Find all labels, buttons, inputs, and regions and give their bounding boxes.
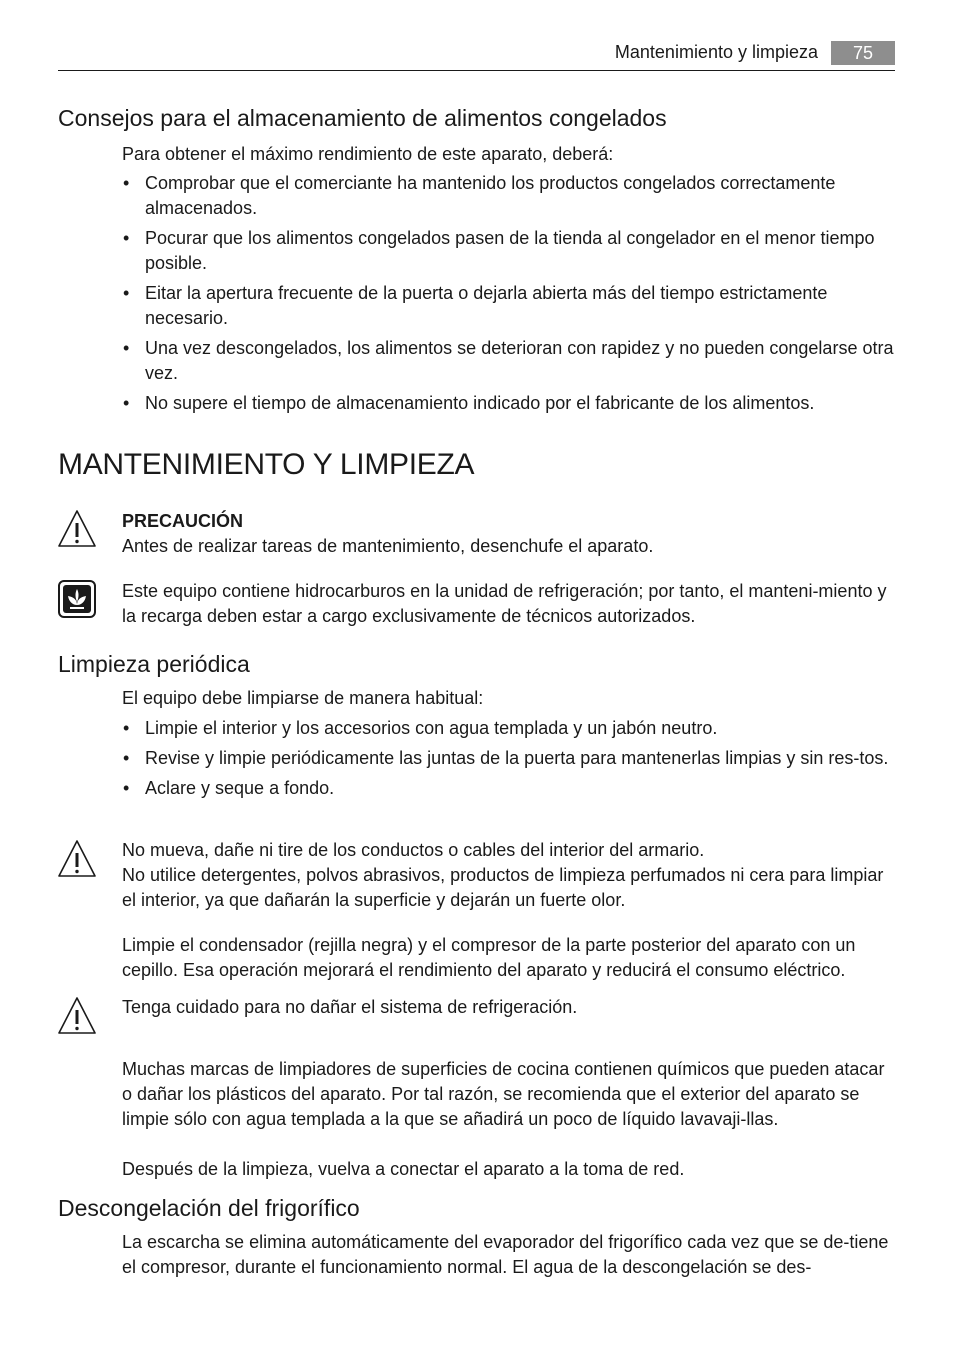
page-number: 75 <box>831 41 895 65</box>
storage-list <box>122 171 896 421</box>
list-item: • Eitar la apertura frecuente de la puerta o dejarla abierta más del tiempo estrictamente necesario. <box>122 281 896 331</box>
reconnect-text: Después de la limpieza, vuelva a conectar el aparato a la toma de red. <box>122 1159 685 1179</box>
environment-protection-icon <box>56 578 98 620</box>
list-item: • Una vez descongelados, los alimentos se deterioran con rapidez y no pueden congelarse otra vez. <box>122 336 896 386</box>
list-item: • No supere el tiempo de almacenamiento indicado por el fabricante de los alimentos. <box>122 391 896 416</box>
defrost-text: La escarcha se elimina automáticamente del evaporador del frigorífico cada vez que se de-tiene el compresor, durante el funcionamiento normal. El agua de la descongelación se des- <box>122 1232 889 1277</box>
plastics-text: Muchas marcas de limpiadores de superficies de cocina contienen químicos que pueden atacar o dañar los plásticos del aparato. Por tal razón, se recomienda que el exterior del aparato se limpie sólo con agua templada a la que se añadirá un poco de líquido lavavaji-llas. <box>122 1059 885 1129</box>
warning-text: No mueva, dañe ni tire de los conductos o cables del interior del armario. <box>122 840 705 860</box>
periodic-intro: El equipo debe limpiarse de manera habitual: <box>122 688 484 708</box>
list-item: • Revise y limpie periódicamente las juntas de la puerta para mantenerlas limpias y sin res-tos. <box>122 746 896 771</box>
environment-text: Este equipo contiene hidrocarburos en la unidad de refrigeración; por tanto, el manteni-miento y la recarga deben estar a cargo exclusivamente de técnicos autorizados. <box>122 581 887 626</box>
section-title: MANTENIMIENTO Y LIMPIEZA <box>58 448 475 481</box>
list-item: • Comprobar que el comerciante ha mantenido los productos congelados correctamente almacenados. <box>122 171 896 221</box>
warning-text: No utilice detergentes, polvos abrasivos, productos de limpieza perfumados ni cera para limpiar el interior, ya que dañarán la superficie y dejarán un fuerte olor. <box>122 865 884 910</box>
periodic-heading: Limpieza periódica <box>58 651 250 677</box>
caution-label: PRECAUCIÓN <box>122 511 244 531</box>
list-item: • Aclare y seque a fondo. <box>122 776 896 801</box>
caution-text: Antes de realizar tareas de mantenimiento, desenchufe el aparato. <box>122 536 654 556</box>
storage-heading: Consejos para el almacenamiento de alimentos congelados <box>58 105 667 131</box>
warning-text: Tenga cuidado para no dañar el sistema de refrigeración. <box>122 997 578 1017</box>
condenser-text: Limpie el condensador (rejilla negra) y el compresor de la parte posterior del aparato con un cepillo. Esa operación mejorará el rendimiento del aparato y reducirá el consumo eléctrico. <box>122 935 856 980</box>
warning-triangle-icon <box>56 995 98 1037</box>
periodic-list <box>122 716 896 806</box>
running-title: Mantenimiento y limpieza <box>614 42 818 62</box>
defrost-heading: Descongelación del frigorífico <box>58 1195 360 1221</box>
header-rule <box>58 70 895 71</box>
warning-triangle-icon <box>56 508 98 550</box>
warning-triangle-icon <box>56 838 98 880</box>
list-item: • Limpie el interior y los accesorios con agua templada y un jabón neutro. <box>122 716 896 741</box>
list-item: • Pocurar que los alimentos congelados pasen de la tienda al congelador en el menor tiempo posible. <box>122 226 896 276</box>
storage-intro: Para obtener el máximo rendimiento de este aparato, deberá: <box>122 144 614 164</box>
